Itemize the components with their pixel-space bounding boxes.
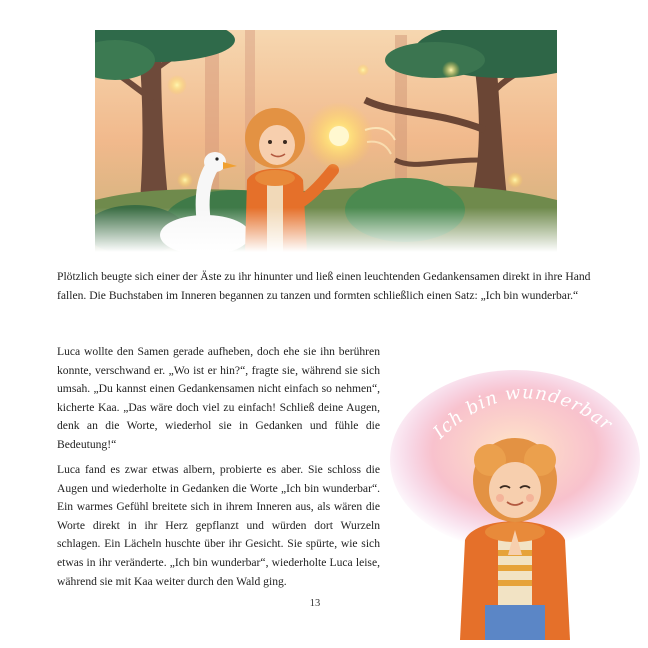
story-paragraph-1: [57, 268, 595, 305]
paragraph-text: Luca fand es zwar etwas albern, probierte es aber. Sie schloss die Augen und wiederholte in Gedanken die Worte „Ich bin wunderbar“. Ein warmes Gefühl breitete sich in ihrem Inneren aus, als wären die Worte direkt in ihr Herz gepflanzt und würden dort Wurzeln schlagen. Ein Lächeln huschte über ihr Gesicht. Sie spürte, wie sich etwas in ihr veränderte. „Ich bin wunderbar“, wiederholte Luca leise, während sie mit Kaa weiter durch den Wald ging.: [57, 463, 380, 588]
paragraph-text: Luca wollte den Samen gerade aufheben, doch ehe sie ihn berühren konnte, verschwand er. „Wo ist er hin?“, fragte sie, während sie sich umsah. „Du kannst einen Gedankensamen nicht einfach so nehmen“, kicherte Kaa. „Das wäre doch viel zu einfach! Schließ deine Augen, denk an die Worte, wiederhol sie in Gedanken und fühle die Bedeutung!“: [57, 345, 380, 451]
affirmation-illustration: [390, 350, 640, 640]
affirmation-label: Ich bin wunderbar: [429, 382, 617, 444]
story-paragraph-2: [57, 343, 380, 455]
page-number: 13: [309, 598, 321, 609]
story-paragraph-3: [57, 461, 380, 591]
forest-illustration: [95, 30, 557, 252]
paragraph-text: Plötzlich beugte sich einer der Äste zu ihr hinunter und ließ einen leuchtenden Gedankensamen direkt in ihre Hand fallen. Die Buchstaben im Inneren begannen zu tanzen und formten schließlich einen Satz: „Ich bin wunderbar.“: [57, 270, 591, 302]
